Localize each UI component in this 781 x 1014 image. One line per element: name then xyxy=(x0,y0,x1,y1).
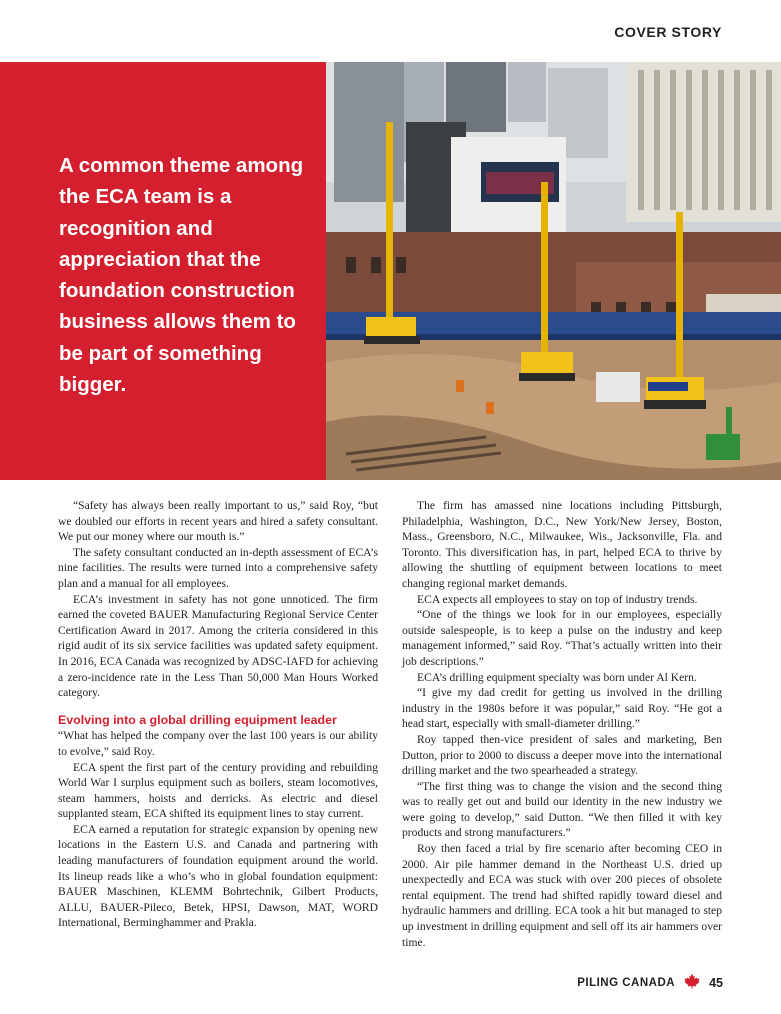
paragraph: ECA expects all employees to stay on top of industry trends. xyxy=(417,592,698,606)
paragraph: ECA’s investment in safety has not gone unnoticed. The firm earned the coveted BAUER Manufacturing Regional Service Center Certification Award in 2017. Among the criteria considered in this rigid audit of its six service facilities was updated safety equipment. In 2016, ECA Canada was recognized by ADSC-IAFD for achieving a zero-incidence rate in the Less Than 50,000 Man Hours Worked category. xyxy=(58,592,378,700)
article-column-left xyxy=(58,498,378,931)
pull-quote: A common theme among the ECA team is a recognition and appreciation that the foundation construction business allows them to be part of something bigger. xyxy=(59,154,304,397)
section-label: COVER STORY xyxy=(614,24,722,40)
hero-banner xyxy=(0,62,781,480)
construction-site-photo xyxy=(326,62,781,480)
paragraph: ECA earned a reputation for strategic expansion by opening new locations in the Eastern U.S. and Canada and partnering with leading manufacturers of foundation equipment around the world. Its lineup reads like a who’s who in global foundation equipment: BAUER Maschinen, KLEMM Bohrtechnik, Gilbert Products, ALLU, BAUER-Pileco, Betek, HPSI, Dawson, MAT, WORD International, Berminghammer and Prakla. xyxy=(58,822,378,930)
paragraph: Roy tapped then-vice president of sales and marketing, Ben Dutton, prior to 2000 to discuss a deeper move into the international drilling market and the two spearheaded a strategy. xyxy=(402,732,722,778)
paragraph: ECA spent the first part of the century providing and rebuilding World War I surplus equipment such as boilers, steam locomotives, steam hammers, hoists and derricks. As electric and diesel supplanted steam, ECA shifted its equipment lines to stay current. xyxy=(58,760,378,821)
paragraph: “I give my dad credit for getting us involved in the drilling industry in the 1980s before it was popular,” said Roy. “He got a head start, especially with small-diameter drilling.” xyxy=(402,686,722,731)
page-footer xyxy=(577,973,723,992)
paragraph: The safety consultant conducted an in-depth assessment of ECA’s nine facilities. The results were turned into a comprehensive safety plan and a manual for all employees. xyxy=(58,545,378,590)
paragraph: “What has helped the company over the last 100 years is our ability to evolve,” said Roy. xyxy=(58,729,378,758)
maple-leaf-icon xyxy=(684,973,700,992)
paragraph: The firm has amassed nine locations including Pittsburgh, Philadelphia, Washington, D.C., New York/New Jersey, Boston, Mass., Greensboro, N.C., Milwaukee, Wis., Jacksonville, Fla. and Toronto. This diversification has, in part, helped ECA to thrive by allowing the shuttling of equipment between locations to meet changing regional market demands. xyxy=(402,499,722,590)
page-number: 45 xyxy=(709,975,723,990)
paragraph: “One of the things we look for in our employees, especially outside salespeople, is to keep a pulse on the industry and keep management informed,” said Roy. “That’s actually written into their job descriptions.” xyxy=(402,608,722,668)
publication-name: PILING CANADA xyxy=(577,976,676,989)
paragraph: ECA’s drilling equipment specialty was born under Al Kern. xyxy=(417,670,697,684)
paragraph: Roy then faced a trial by fire scenario after becoming CEO in 2000. Air pile hammer demand in the Northeast U.S. dried up unexpectedly and ECA was stuck with over 200 pieces of obsolete rental equipment. The trend had shifted rapidly toward diesel and hydraulic hammers and drilling. ECA took a hit but managed to step up investment in drilling equipment and sell off its air hammers over time. xyxy=(402,842,722,949)
paragraph: “The first thing was to change the vision and the second thing was to really get out and build our identity in the new industry we were going to develop,” said Dutton. “We then filled it with key products and strong manufacturers.” xyxy=(402,779,722,840)
pull-quote-panel xyxy=(0,62,326,480)
article-column-right xyxy=(402,498,722,950)
paragraph: “Safety has always been really important to us,” said Roy, “but we doubled our efforts in recent years and hired a safety consultant. We put our money where our mouth is.” xyxy=(58,499,378,544)
article-body xyxy=(58,498,723,973)
section-subheading: Evolving into a global drilling equipment leader xyxy=(58,712,337,727)
